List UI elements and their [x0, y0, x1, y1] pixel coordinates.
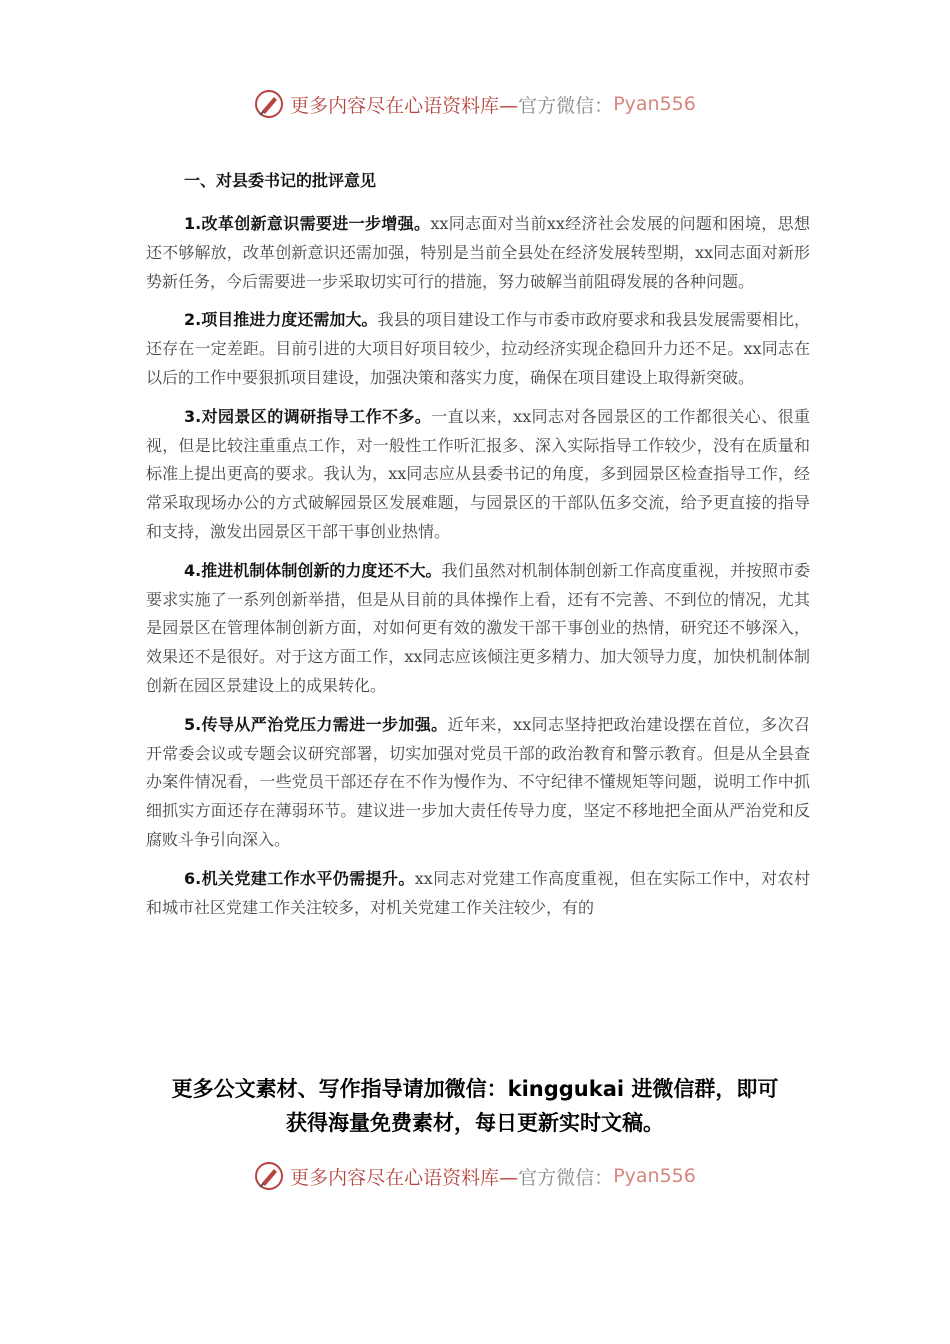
section-heading: 一、对县委书记的批评意见 — [184, 171, 377, 190]
paragraph-lead: 4.推进机制体制创新的力度还不大。 — [184, 560, 442, 580]
document-body — [146, 166, 810, 923]
watermark-wechat-id: Pyan556 — [613, 93, 696, 115]
paragraph-lead: 3.对园景区的调研指导工作不多。 — [184, 406, 432, 426]
paragraph-body: xx同志面对当前xx经济社会发展的问题和困境，思想还不够解放，改革创新意识还需加强，特别是当前全县处在经济发展转型期，xx同志面对新形势新任务，今后需要进一步采取切实可行的措施，努力破解当前阻碍发展的各种问题。 — [146, 214, 810, 291]
paragraph-lead: 2.项目推进力度还需加大。 — [184, 310, 378, 330]
pen-logo-icon — [254, 89, 284, 119]
watermark-text: 更多内容尽在心语资料库— — [290, 1166, 519, 1189]
paragraph-1 — [146, 210, 810, 296]
paragraph-2 — [146, 306, 810, 392]
promo-line-2: 获得海量免费素材，每日更新实时文稿。 — [286, 1111, 664, 1135]
paragraph-lead: 5.传导从严治党压力需进一步加强。 — [184, 714, 448, 734]
paragraph-body: 近年来，xx同志坚持把政治建设摆在首位，多次召开常委会议或专题会议研究部署，切实加强对党员干部的政治教育和警示教育。但是从全县查办案件情况看，一些党员干部还存在不作为慢作为、不守纪律不懂规矩等问题，说明工作中抓细抓实方面还存在薄弱环节。建议进一步加大责任传导力度，坚定不移地把全面从严治党和反腐败斗争引向深入。 — [146, 714, 810, 849]
watermark-wechat-label: 官方微信： — [518, 1166, 614, 1189]
paragraph-body: xx同志对党建工作高度重视，但在实际工作中，对农村和城市社区党建工作关注较多，对机关党建工作关注较少，有的 — [146, 868, 810, 917]
paragraph-lead: 1.改革创新意识需要进一步增强。 — [184, 214, 431, 233]
pen-logo-icon — [254, 1161, 284, 1191]
watermark-wechat-label: 官方微信： — [518, 94, 614, 117]
top-watermark — [0, 84, 950, 124]
bottom-watermark — [0, 1156, 950, 1196]
paragraph-3 — [146, 403, 810, 547]
promo-banner — [0, 1072, 950, 1140]
paragraph-body: 一直以来，xx同志对各园景区的工作都很关心、很重视，但是比较注重重点工作，对一般性工作听汇报多、深入实际指导工作较少，没有在质量和标准上提出更高的要求。我认为，xx同志应从县委书记的角度，多到园景区检查指导工作，经常采取现场办公的方式破解园景区发展难题，与园景区的干部队伍多交流，给予更直接的指导和支持，激发出园景区干部干事创业热情。 — [146, 406, 810, 541]
paragraph-4 — [146, 557, 810, 701]
watermark-wechat-id: Pyan556 — [613, 1165, 696, 1187]
paragraph-5 — [146, 711, 810, 855]
paragraph-body: 我县的项目建设工作与市委市政府要求和我县发展需要相比，还存在一定差距。目前引进的大项目好项目较少，拉动经济实现企稳回升力还不足。xx同志在以后的工作中要狠抓项目建设，加强决策和落实力度，确保在项目建设上取得新突破。 — [146, 310, 810, 387]
paragraph-body: 我们虽然对机制体制创新工作高度重视，并按照市委要求实施了一系列创新举措，但是从目前的具体操作上看，还有不完善、不到位的情况，尤其是园景区在管理体制创新方面，对如何更有效的激发干部干事创业的热情，研究还不够深入，效果还不是很好。对于这方面工作，xx同志应该倾注更多精力、加大领导力度，加快机制体制创新在园区景建设上的成果转化。 — [146, 560, 810, 695]
promo-line-1: 更多公文素材、写作指导请加微信：kinggukai 进微信群，即可 — [171, 1077, 779, 1101]
watermark-text: 更多内容尽在心语资料库— — [290, 94, 519, 117]
paragraph-lead: 6.机关党建工作水平仍需提升。 — [184, 868, 415, 888]
paragraph-6 — [146, 865, 810, 923]
